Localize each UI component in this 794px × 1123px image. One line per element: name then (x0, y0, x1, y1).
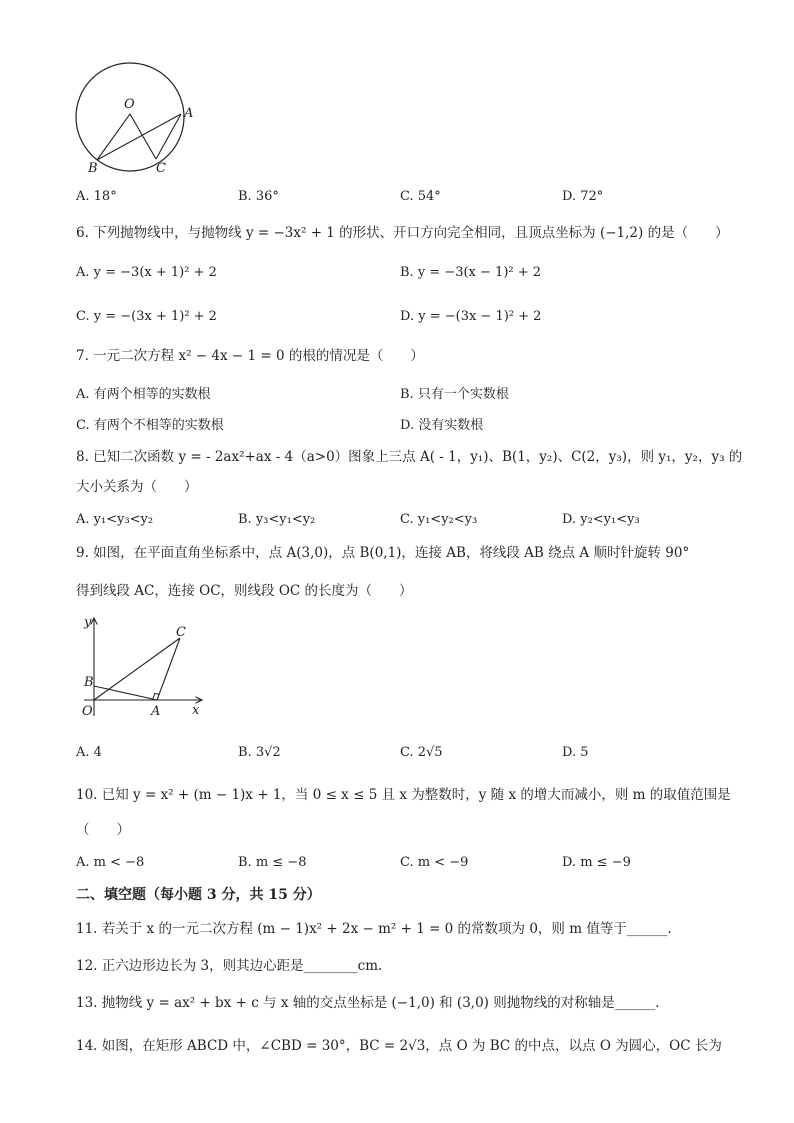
q14-stem: 14. 如图，在矩形 ABCD 中，∠CBD = 30°，BC = 2√3，点 O 为 BC 的中点，以点 O 为圆心，OC 长为 (76, 1038, 722, 1054)
segment-oc (130, 114, 156, 159)
label-c: C (156, 161, 166, 176)
q10-stem-line1: 10. 已知 y = x² + (m − 1)x + 1，当 0 ≤ x ≤ 5 且 x 为整数时，y 随 x 的增大而减小，则 m 的取值范围是 (76, 787, 731, 803)
q8-stem-line2: 大小关系为（ ） (76, 479, 198, 495)
label-x: x (192, 703, 200, 718)
q11-stem: 11. 若关于 x 的一元二次方程 (m − 1)x² + 2x − m² + 1 = 0 的常数项为 0，则 m 值等于______. (76, 921, 672, 937)
q9-option-c[interactable]: C. 2√5 (400, 745, 443, 760)
q10-option-a[interactable]: A. m < −8 (76, 855, 145, 870)
label-o: O (124, 97, 135, 112)
section-2-heading: 二、填空题（每小题 3 分，共 15 分） (76, 887, 321, 903)
segment-ac (157, 638, 180, 700)
segment-ob (97, 114, 130, 160)
q5-circle-figure (70, 60, 205, 180)
label-a: A (184, 106, 194, 121)
q8-option-c[interactable]: C. y₁<y₂<y₃ (400, 512, 478, 527)
q5-option-d[interactable]: D. 72° (562, 189, 604, 204)
q6-option-a[interactable]: A. y = −3(x + 1)² + 2 (76, 265, 217, 280)
label-b: B (84, 675, 94, 690)
q5-option-c[interactable]: C. 54° (400, 189, 441, 204)
q5-option-b[interactable]: B. 36° (238, 189, 279, 204)
label-y: y (84, 615, 92, 630)
circle-o (76, 63, 184, 171)
q6-stem: 6. 下列抛物线中，与抛物线 y = −3x² + 1 的形状、开口方向完全相同，且顶点坐标为 (−1,2) 的是（ ） (76, 225, 729, 241)
q6-option-d[interactable]: D. y = −(3x − 1)² + 2 (400, 309, 542, 324)
q7-option-c[interactable]: C. 有两个不相等的实数根 (76, 418, 224, 433)
q8-option-b[interactable]: B. y₃<y₁<y₂ (238, 512, 316, 527)
q8-option-d[interactable]: D. y₂<y₁<y₃ (562, 512, 640, 527)
q9-option-a[interactable]: A. 4 (76, 745, 102, 760)
q8-option-a[interactable]: A. y₁<y₃<y₂ (76, 512, 154, 527)
q8-stem-line1: 8. 已知二次函数 y = - 2ax²+ax - 4（a>0）图象上三点 A( - 1，y₁)、B(1，y₂)、C(2，y₃)，则 y₁，y₂，y₃ 的 (76, 449, 743, 465)
q9-option-d[interactable]: D. 5 (562, 745, 589, 760)
q7-option-d[interactable]: D. 没有实数根 (400, 418, 484, 433)
label-c: C (176, 625, 186, 640)
q12-stem: 12. 正六边形边长为 3，则其边心距是________cm. (76, 958, 383, 974)
q7-stem: 7. 一元二次方程 x² − 4x − 1 = 0 的根的情况是（ ） (76, 348, 424, 364)
label-o: O (82, 704, 93, 719)
label-a: A (151, 704, 161, 719)
q7-option-a[interactable]: A. 有两个相等的实数根 (76, 387, 211, 402)
q6-option-b[interactable]: B. y = −3(x − 1)² + 2 (400, 265, 542, 280)
q9-coordinate-figure (76, 612, 211, 722)
q6-option-c[interactable]: C. y = −(3x + 1)² + 2 (76, 309, 217, 324)
q10-option-b[interactable]: B. m ≤ −8 (238, 855, 307, 870)
q13-stem: 13. 抛物线 y = ax² + bx + c 与 x 轴的交点坐标是 (−1,0) 和 (3,0) 则抛物线的对称轴是______. (76, 995, 660, 1011)
q9-stem-line2: 得到线段 AC，连接 OC，则线段 OC 的长度为（ ） (76, 583, 413, 599)
q10-option-c[interactable]: C. m < −9 (400, 855, 469, 870)
q9-option-b[interactable]: B. 3√2 (238, 745, 281, 760)
q10-stem-line2: （ ） (76, 822, 130, 838)
segment-oc (94, 638, 180, 700)
q7-option-b[interactable]: B. 只有一个实数根 (400, 387, 509, 402)
q9-stem-line1: 9. 如图，在平面直角坐标系中，点 A(3,0)，点 B(0,1)，连接 AB，将线段 AB 绕点 A 顺时针旋转 90° (76, 545, 690, 561)
q10-option-d[interactable]: D. m ≤ −9 (562, 855, 631, 870)
q5-option-a[interactable]: A. 18° (76, 189, 117, 204)
label-b: B (88, 161, 98, 176)
